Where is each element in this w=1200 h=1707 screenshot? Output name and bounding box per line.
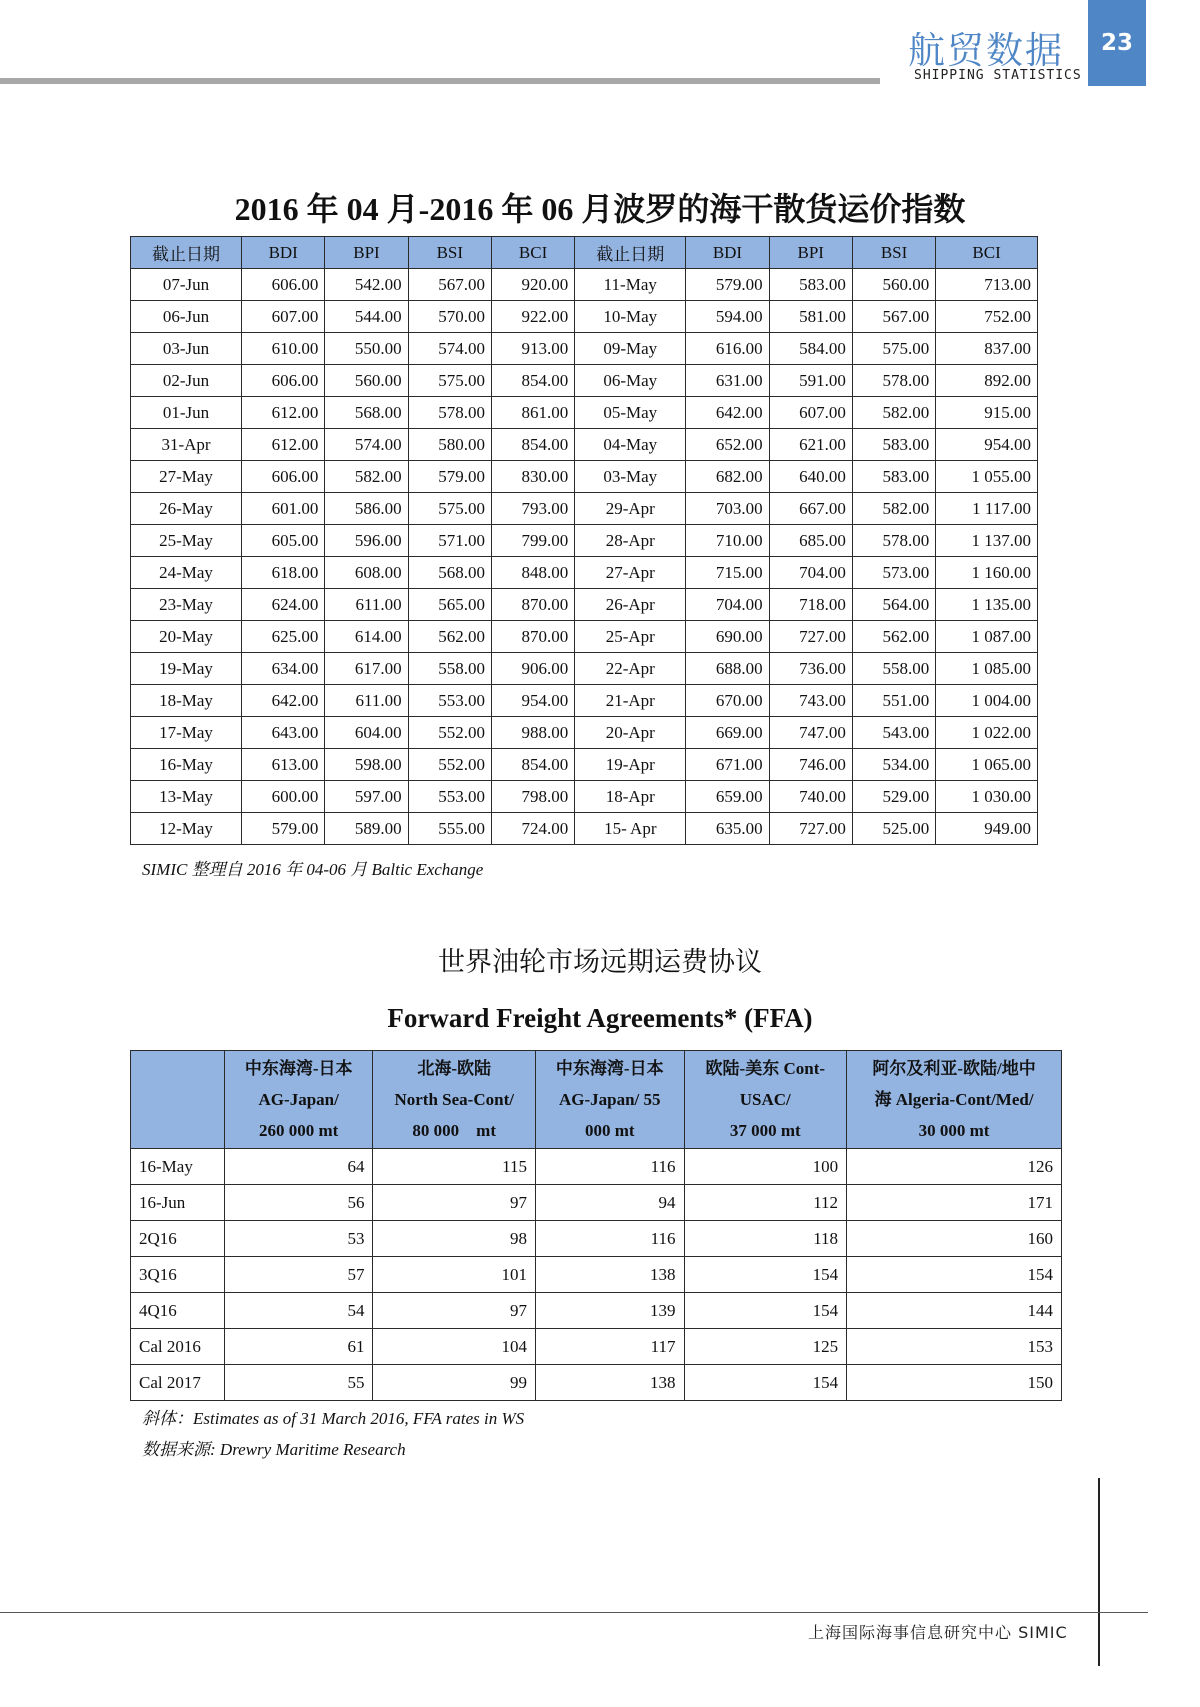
index-cell: 736.00 [769, 653, 852, 685]
index-cell: 667.00 [769, 493, 852, 525]
index-cell: 854.00 [491, 749, 574, 781]
index-cell: 710.00 [686, 525, 769, 557]
index-cell: 685.00 [769, 525, 852, 557]
rate-cell: 61 [224, 1329, 373, 1365]
rate-cell: 101 [373, 1257, 536, 1293]
index-cell: 870.00 [491, 589, 574, 621]
index-cell: 555.00 [408, 813, 491, 845]
rate-cell: 153 [847, 1329, 1062, 1365]
index-cell: 568.00 [408, 557, 491, 589]
index-cell: 746.00 [769, 749, 852, 781]
footer-text: 上海国际海事信息研究中心 SIMIC [808, 1623, 1068, 1642]
index-cell: 640.00 [769, 461, 852, 493]
index-cell: 553.00 [408, 685, 491, 717]
bdi-table [130, 236, 1038, 845]
date-cell: 11-May [575, 269, 686, 301]
bdi-column-header: BSI [852, 237, 935, 269]
index-cell: 669.00 [686, 717, 769, 749]
index-cell: 625.00 [242, 621, 325, 653]
index-cell: 565.00 [408, 589, 491, 621]
index-cell: 543.00 [852, 717, 935, 749]
date-cell: 15- Apr [575, 813, 686, 845]
index-cell: 579.00 [408, 461, 491, 493]
ffa-header-line: AG-Japan/ [258, 1090, 339, 1109]
index-cell: 621.00 [769, 429, 852, 461]
date-cell: 20-Apr [575, 717, 686, 749]
index-cell: 920.00 [491, 269, 574, 301]
index-cell: 1 065.00 [936, 749, 1038, 781]
rate-cell: 154 [847, 1257, 1062, 1293]
section-subtitle: SHIPPING STATISTICS [914, 68, 1082, 83]
ffa-header-line: 海 Algeria-Cont/Med/ [874, 1090, 1034, 1109]
rate-cell: 98 [373, 1221, 536, 1257]
index-cell: 614.00 [325, 621, 408, 653]
rate-cell: 64 [224, 1149, 373, 1185]
index-cell: 704.00 [686, 589, 769, 621]
date-cell: 16-May [131, 749, 242, 781]
index-cell: 624.00 [242, 589, 325, 621]
date-cell: 17-May [131, 717, 242, 749]
index-cell: 1 137.00 [936, 525, 1038, 557]
date-cell: 03-Jun [131, 333, 242, 365]
date-cell: 10-May [575, 301, 686, 333]
index-cell: 799.00 [491, 525, 574, 557]
rate-cell: 150 [847, 1365, 1062, 1401]
index-cell: 954.00 [936, 429, 1038, 461]
rate-cell: 138 [536, 1365, 685, 1401]
index-cell: 552.00 [408, 717, 491, 749]
rate-cell: 99 [373, 1365, 536, 1401]
index-cell: 682.00 [686, 461, 769, 493]
ffa-header-line: 中东海湾-日本 [244, 1059, 353, 1078]
table-row [131, 1221, 1062, 1257]
index-cell: 642.00 [686, 397, 769, 429]
index-cell: 616.00 [686, 333, 769, 365]
index-cell: 579.00 [686, 269, 769, 301]
index-cell: 570.00 [408, 301, 491, 333]
index-cell: 854.00 [491, 365, 574, 397]
index-cell: 688.00 [686, 653, 769, 685]
bdi-table-header [131, 237, 1038, 269]
rate-cell: 97 [373, 1293, 536, 1329]
date-cell: 24-May [131, 557, 242, 589]
index-cell: 605.00 [242, 525, 325, 557]
table-row [131, 269, 1038, 301]
index-cell: 553.00 [408, 781, 491, 813]
index-cell: 1 117.00 [936, 493, 1038, 525]
index-cell: 606.00 [242, 269, 325, 301]
table-row [131, 813, 1038, 845]
bdi-column-header: 截止日期 [575, 237, 686, 269]
index-cell: 670.00 [686, 685, 769, 717]
table-row [131, 685, 1038, 717]
ffa-title-cn: 世界油轮市场远期运费协议 [438, 947, 762, 978]
index-cell: 567.00 [408, 269, 491, 301]
rate-cell: 97 [373, 1185, 536, 1221]
index-cell: 643.00 [242, 717, 325, 749]
index-cell: 671.00 [686, 749, 769, 781]
date-cell: 18-May [131, 685, 242, 717]
rate-cell: 53 [224, 1221, 373, 1257]
index-cell: 552.00 [408, 749, 491, 781]
table-row [131, 301, 1038, 333]
index-cell: 582.00 [325, 461, 408, 493]
ffa-table-header [131, 1051, 1062, 1149]
index-cell: 1 135.00 [936, 589, 1038, 621]
date-cell: 06-May [575, 365, 686, 397]
ffa-header-line: 北海-欧陆 [417, 1059, 492, 1078]
period-cell: Cal 2017 [131, 1365, 225, 1401]
rate-cell: 104 [373, 1329, 536, 1365]
ffa-header-line: USAC/ [739, 1090, 791, 1109]
rate-cell: 100 [684, 1149, 847, 1185]
index-cell: 913.00 [491, 333, 574, 365]
index-cell: 575.00 [408, 365, 491, 397]
index-cell: 610.00 [242, 333, 325, 365]
index-cell: 575.00 [408, 493, 491, 525]
rate-cell: 160 [847, 1221, 1062, 1257]
index-cell: 583.00 [852, 429, 935, 461]
date-cell: 06-Jun [131, 301, 242, 333]
index-cell: 606.00 [242, 461, 325, 493]
index-cell: 740.00 [769, 781, 852, 813]
index-cell: 604.00 [325, 717, 408, 749]
date-cell: 04-May [575, 429, 686, 461]
index-cell: 837.00 [936, 333, 1038, 365]
period-cell: Cal 2016 [131, 1329, 225, 1365]
index-cell: 1 085.00 [936, 653, 1038, 685]
index-cell: 798.00 [491, 781, 574, 813]
rate-cell: 154 [684, 1257, 847, 1293]
table-row [131, 1293, 1062, 1329]
bdi-column-header: BPI [769, 237, 852, 269]
index-cell: 558.00 [408, 653, 491, 685]
index-cell: 596.00 [325, 525, 408, 557]
bdi-column-header: BDI [686, 237, 769, 269]
table-row [131, 1257, 1062, 1293]
index-cell: 830.00 [491, 461, 574, 493]
table-row [131, 1365, 1062, 1401]
date-cell: 05-May [575, 397, 686, 429]
index-cell: 1 030.00 [936, 781, 1038, 813]
index-cell: 608.00 [325, 557, 408, 589]
index-cell: 579.00 [242, 813, 325, 845]
index-cell: 550.00 [325, 333, 408, 365]
table-row [131, 653, 1038, 685]
index-cell: 1 055.00 [936, 461, 1038, 493]
date-cell: 20-May [131, 621, 242, 653]
index-cell: 562.00 [408, 621, 491, 653]
index-cell: 534.00 [852, 749, 935, 781]
table-row [131, 397, 1038, 429]
table-row [131, 429, 1038, 461]
rate-cell: 125 [684, 1329, 847, 1365]
date-cell: 03-May [575, 461, 686, 493]
rate-cell: 94 [536, 1185, 685, 1221]
index-cell: 578.00 [852, 365, 935, 397]
index-cell: 607.00 [769, 397, 852, 429]
rate-cell: 55 [224, 1365, 373, 1401]
rate-cell: 171 [847, 1185, 1062, 1221]
rate-cell: 139 [536, 1293, 685, 1329]
date-cell: 01-Jun [131, 397, 242, 429]
date-cell: 28-Apr [575, 525, 686, 557]
date-cell: 19-Apr [575, 749, 686, 781]
ffa-header-line: North Sea-Cont/ [394, 1090, 514, 1109]
index-cell: 582.00 [852, 397, 935, 429]
rate-cell: 57 [224, 1257, 373, 1293]
date-cell: 23-May [131, 589, 242, 621]
table-row [131, 589, 1038, 621]
ffa-source: 数据来源: Drewry Maritime Research [142, 1440, 406, 1459]
index-cell: 892.00 [936, 365, 1038, 397]
index-cell: 704.00 [769, 557, 852, 589]
date-cell: 27-Apr [575, 557, 686, 589]
index-cell: 584.00 [769, 333, 852, 365]
index-cell: 551.00 [852, 685, 935, 717]
rate-cell: 144 [847, 1293, 1062, 1329]
index-cell: 1 004.00 [936, 685, 1038, 717]
index-cell: 1 022.00 [936, 717, 1038, 749]
rate-cell: 54 [224, 1293, 373, 1329]
table-row [131, 1329, 1062, 1365]
date-cell: 31-Apr [131, 429, 242, 461]
index-cell: 915.00 [936, 397, 1038, 429]
index-cell: 560.00 [852, 269, 935, 301]
ffa-column-header [373, 1051, 536, 1149]
index-cell: 906.00 [491, 653, 574, 685]
rate-cell: 116 [536, 1221, 685, 1257]
index-cell: 854.00 [491, 429, 574, 461]
ffa-column-header [847, 1051, 1062, 1149]
section-title: 航贸数据 [908, 29, 1064, 72]
index-cell: 611.00 [325, 685, 408, 717]
index-cell: 525.00 [852, 813, 935, 845]
index-cell: 1 087.00 [936, 621, 1038, 653]
rate-cell: 117 [536, 1329, 685, 1365]
index-cell: 611.00 [325, 589, 408, 621]
index-cell: 713.00 [936, 269, 1038, 301]
table-row [131, 621, 1038, 653]
table-row [131, 749, 1038, 781]
index-cell: 582.00 [852, 493, 935, 525]
date-cell: 09-May [575, 333, 686, 365]
index-cell: 529.00 [852, 781, 935, 813]
index-cell: 752.00 [936, 301, 1038, 333]
ffa-title-en: Forward Freight Agreements* (FFA) [387, 1003, 813, 1033]
ffa-header-line: 80 000 mt [412, 1121, 496, 1140]
index-cell: 591.00 [769, 365, 852, 397]
period-cell: 3Q16 [131, 1257, 225, 1293]
table-row [131, 493, 1038, 525]
ffa-header-line: 37 000 mt [729, 1121, 801, 1140]
index-cell: 575.00 [852, 333, 935, 365]
bdi-column-header: BPI [325, 237, 408, 269]
period-cell: 4Q16 [131, 1293, 225, 1329]
index-cell: 564.00 [852, 589, 935, 621]
index-cell: 848.00 [491, 557, 574, 589]
table-row [131, 717, 1038, 749]
index-cell: 634.00 [242, 653, 325, 685]
index-cell: 861.00 [491, 397, 574, 429]
rate-cell: 126 [847, 1149, 1062, 1185]
date-cell: 19-May [131, 653, 242, 685]
index-cell: 581.00 [769, 301, 852, 333]
date-cell: 18-Apr [575, 781, 686, 813]
table-row [131, 1185, 1062, 1221]
footer-divider [0, 1612, 1148, 1613]
date-cell: 02-Jun [131, 365, 242, 397]
bdi-table-title: 2016 年 04 月-2016 年 06 月波罗的海干散货运价指数 [234, 191, 966, 227]
index-cell: 715.00 [686, 557, 769, 589]
index-cell: 703.00 [686, 493, 769, 525]
period-cell: 16-Jun [131, 1185, 225, 1221]
index-cell: 578.00 [408, 397, 491, 429]
index-cell: 922.00 [491, 301, 574, 333]
index-cell: 652.00 [686, 429, 769, 461]
date-cell: 12-May [131, 813, 242, 845]
index-cell: 642.00 [242, 685, 325, 717]
bdi-column-header: 截止日期 [131, 237, 242, 269]
index-cell: 613.00 [242, 749, 325, 781]
table-row [131, 365, 1038, 397]
index-cell: 562.00 [852, 621, 935, 653]
index-cell: 580.00 [408, 429, 491, 461]
rate-cell: 138 [536, 1257, 685, 1293]
index-cell: 724.00 [491, 813, 574, 845]
date-cell: 07-Jun [131, 269, 242, 301]
rate-cell: 115 [373, 1149, 536, 1185]
index-cell: 635.00 [686, 813, 769, 845]
index-cell: 573.00 [852, 557, 935, 589]
date-cell: 26-Apr [575, 589, 686, 621]
index-cell: 597.00 [325, 781, 408, 813]
index-cell: 583.00 [769, 269, 852, 301]
index-cell: 607.00 [242, 301, 325, 333]
index-cell: 727.00 [769, 621, 852, 653]
ffa-header-line: 260 000 mt [259, 1121, 339, 1140]
index-cell: 586.00 [325, 493, 408, 525]
index-cell: 598.00 [325, 749, 408, 781]
index-cell: 743.00 [769, 685, 852, 717]
index-cell: 618.00 [242, 557, 325, 589]
table-row [131, 781, 1038, 813]
bdi-column-header: BCI [936, 237, 1038, 269]
ffa-header-line: AG-Japan/ 55 [558, 1090, 661, 1109]
index-cell: 1 160.00 [936, 557, 1038, 589]
index-cell: 747.00 [769, 717, 852, 749]
index-cell: 571.00 [408, 525, 491, 557]
date-cell: 13-May [131, 781, 242, 813]
rate-cell: 118 [684, 1221, 847, 1257]
rate-cell: 56 [224, 1185, 373, 1221]
index-cell: 544.00 [325, 301, 408, 333]
index-cell: 949.00 [936, 813, 1038, 845]
index-cell: 690.00 [686, 621, 769, 653]
index-cell: 612.00 [242, 397, 325, 429]
ffa-header-line: 中东海湾-日本 [555, 1059, 664, 1078]
footer-vertical-line [1098, 1478, 1100, 1666]
date-cell: 26-May [131, 493, 242, 525]
page-number: 23 [1088, 0, 1146, 86]
index-cell: 560.00 [325, 365, 408, 397]
ffa-header-line: 000 mt [584, 1121, 635, 1140]
ffa-corner-cell [131, 1051, 225, 1149]
bdi-column-header: BDI [242, 237, 325, 269]
index-cell: 954.00 [491, 685, 574, 717]
table-row [131, 525, 1038, 557]
index-cell: 659.00 [686, 781, 769, 813]
period-cell: 2Q16 [131, 1221, 225, 1257]
table-row [131, 1149, 1062, 1185]
table-row [131, 461, 1038, 493]
index-cell: 988.00 [491, 717, 574, 749]
index-cell: 574.00 [408, 333, 491, 365]
ffa-header-line: 欧陆-美东 Cont- [705, 1059, 826, 1078]
date-cell: 25-May [131, 525, 242, 557]
bdi-source-note: SIMIC 整理自 2016 年 04-06 月 Baltic Exchange [142, 860, 484, 879]
rate-cell: 116 [536, 1149, 685, 1185]
ffa-table [130, 1050, 1062, 1401]
date-cell: 22-Apr [575, 653, 686, 685]
table-row [131, 333, 1038, 365]
ffa-column-header [224, 1051, 373, 1149]
date-cell: 25-Apr [575, 621, 686, 653]
index-cell: 567.00 [852, 301, 935, 333]
index-cell: 718.00 [769, 589, 852, 621]
ffa-header-line: 30 000 mt [918, 1121, 990, 1140]
index-cell: 793.00 [491, 493, 574, 525]
index-cell: 600.00 [242, 781, 325, 813]
index-cell: 583.00 [852, 461, 935, 493]
bdi-column-header: BCI [491, 237, 574, 269]
index-cell: 558.00 [852, 653, 935, 685]
header-divider [0, 78, 880, 84]
rate-cell: 112 [684, 1185, 847, 1221]
ffa-column-header [536, 1051, 685, 1149]
rate-cell: 154 [684, 1293, 847, 1329]
ffa-note: 斜体：Estimates as of 31 March 2016, FFA rates in WS [142, 1409, 525, 1428]
period-cell: 16-May [131, 1149, 225, 1185]
index-cell: 578.00 [852, 525, 935, 557]
bdi-column-header: BSI [408, 237, 491, 269]
date-cell: 29-Apr [575, 493, 686, 525]
index-cell: 601.00 [242, 493, 325, 525]
index-cell: 727.00 [769, 813, 852, 845]
index-cell: 617.00 [325, 653, 408, 685]
index-cell: 568.00 [325, 397, 408, 429]
index-cell: 542.00 [325, 269, 408, 301]
index-cell: 870.00 [491, 621, 574, 653]
index-cell: 606.00 [242, 365, 325, 397]
ffa-header-line: 阿尔及利亚-欧陆/地中 [872, 1059, 1036, 1078]
ffa-column-header [684, 1051, 847, 1149]
date-cell: 21-Apr [575, 685, 686, 717]
index-cell: 612.00 [242, 429, 325, 461]
date-cell: 27-May [131, 461, 242, 493]
index-cell: 589.00 [325, 813, 408, 845]
rate-cell: 154 [684, 1365, 847, 1401]
index-cell: 594.00 [686, 301, 769, 333]
index-cell: 574.00 [325, 429, 408, 461]
table-row [131, 557, 1038, 589]
index-cell: 631.00 [686, 365, 769, 397]
